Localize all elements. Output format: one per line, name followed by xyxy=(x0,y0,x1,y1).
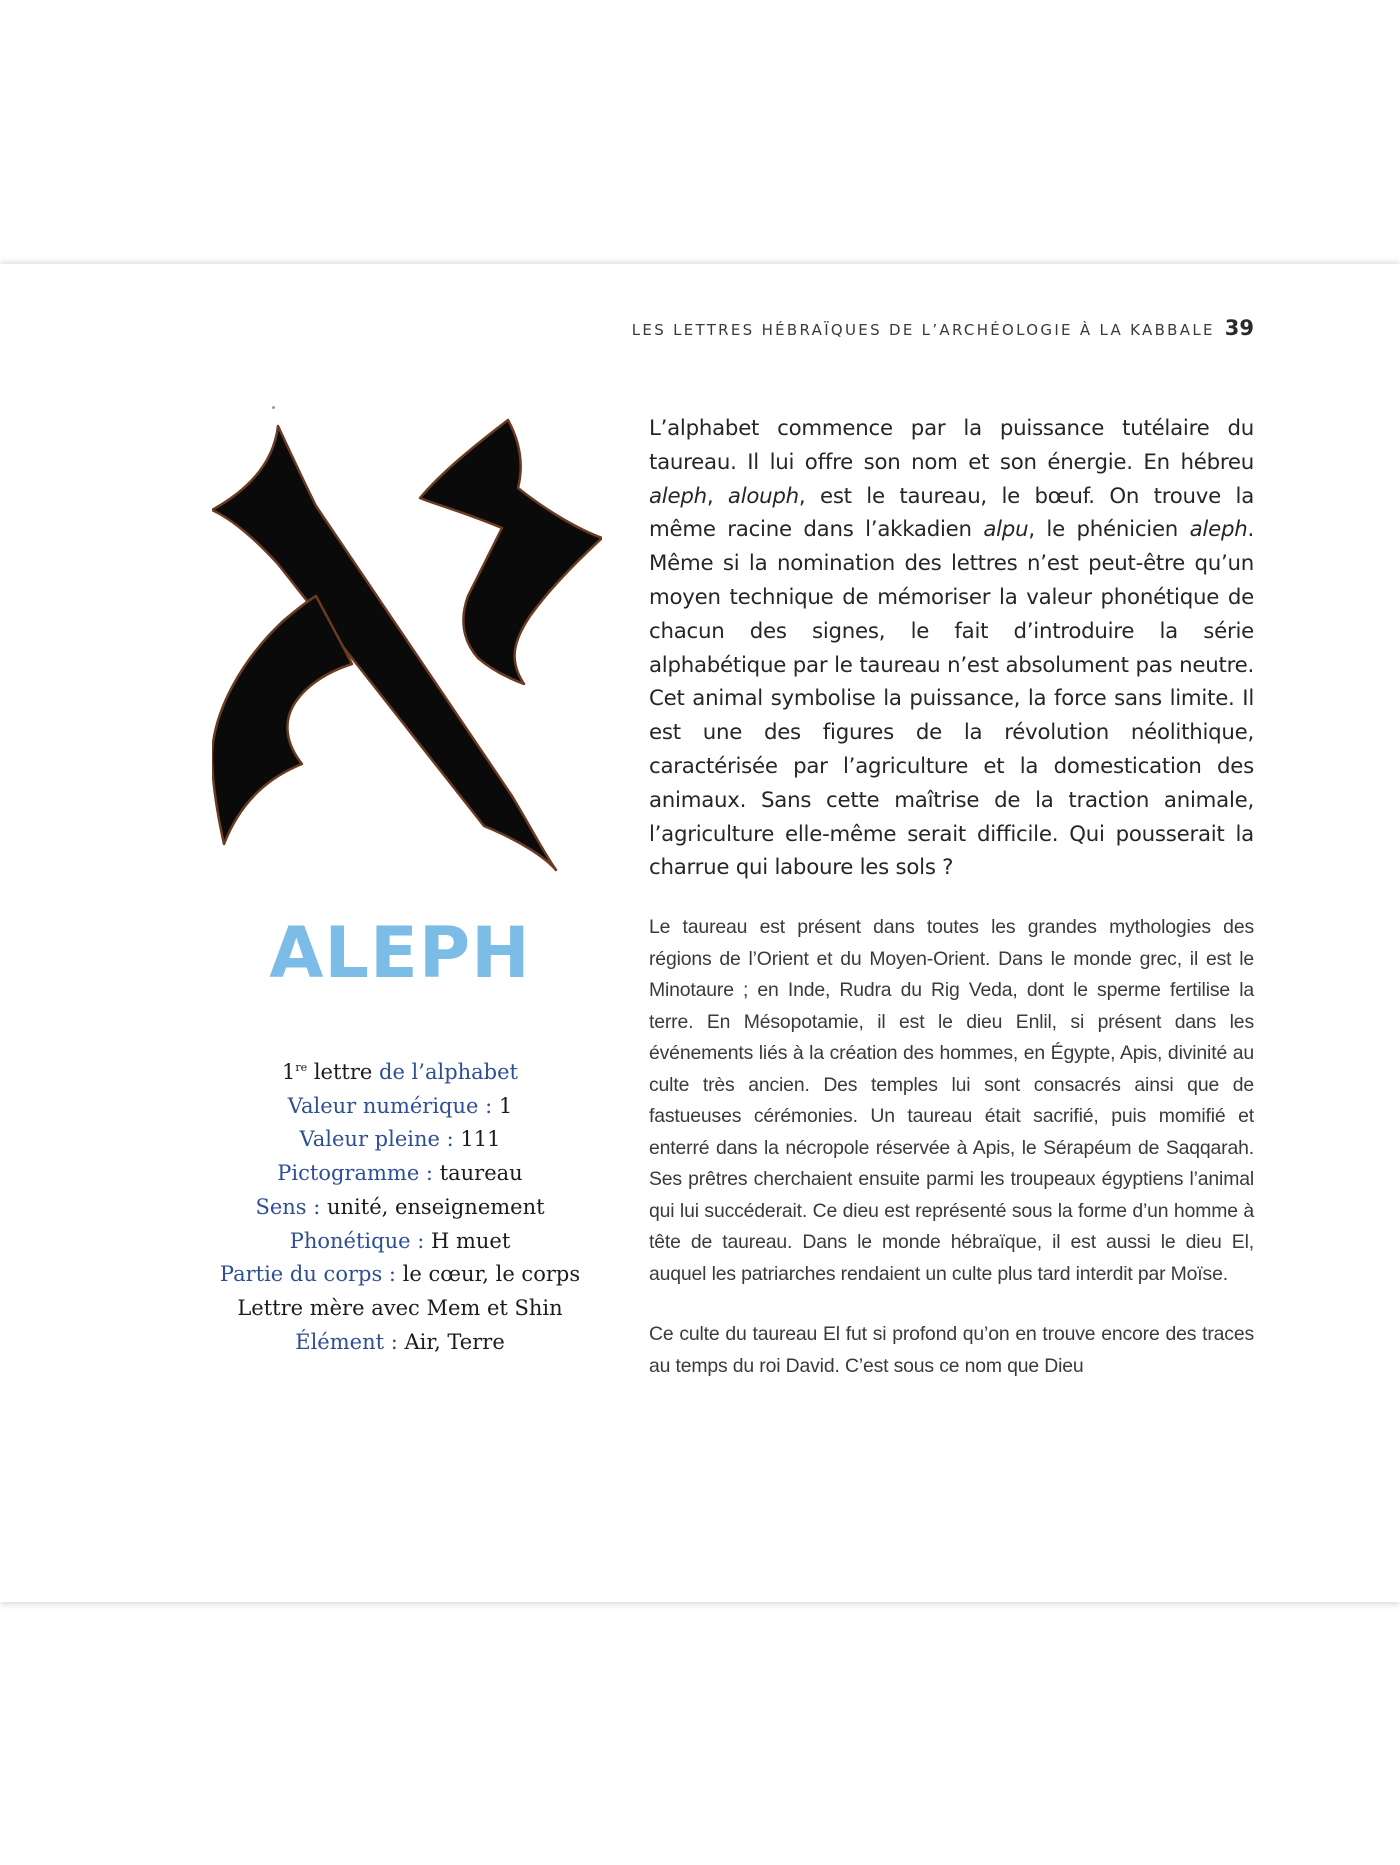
fact-rank-number: 1 xyxy=(281,1060,296,1084)
fact-rank-word: lettre xyxy=(313,1060,373,1084)
fact-rank-key: de l’alphabet xyxy=(379,1060,518,1084)
letter-name: ALEPH xyxy=(269,912,531,994)
fact-rank-sup: re xyxy=(295,1061,308,1074)
fact-rank xyxy=(190,1056,610,1090)
fact-element xyxy=(190,1326,610,1360)
fact-phonetic-key: Phonétique : xyxy=(289,1228,425,1253)
page-number: 39 xyxy=(1224,316,1254,340)
fact-pictogram-val: taureau xyxy=(439,1161,523,1186)
fact-mother-letter-val: Lettre mère avec Mem et Shin xyxy=(237,1295,563,1320)
letter-facts xyxy=(190,1056,610,1359)
fact-phonetic-val: H muet xyxy=(430,1228,511,1253)
aleph-left-leg xyxy=(212,596,352,844)
fact-element-val: Air, Terre xyxy=(404,1329,505,1354)
fact-numeric-value-val: 1 xyxy=(498,1093,513,1118)
fact-full-value xyxy=(190,1123,610,1157)
aleph-right-arm xyxy=(420,420,602,684)
body-paragraph-3: Ce culte du taureau El fut si profond qu’on en trouve encore des traces au temps du roi David. C’est sous ce nom que Dieu xyxy=(649,1323,1254,1377)
fact-body-part-val: le cœur, le corps xyxy=(402,1262,581,1287)
lead-italic-4: aleph xyxy=(1189,517,1248,543)
fact-numeric-value xyxy=(190,1090,610,1124)
fact-numeric-value-key: Valeur numérique : xyxy=(287,1093,493,1118)
running-header xyxy=(632,316,1254,340)
fact-pictogram xyxy=(190,1157,610,1191)
lead-text-1: L’alphabet commence par la puissance tutélaire du taureau. Il lui offre son nom et son énergie. En hébreu xyxy=(649,416,1254,475)
lead-italic-2: alouph xyxy=(727,483,799,509)
fact-phonetic xyxy=(190,1225,610,1259)
fact-body-part-key: Partie du corps : xyxy=(219,1262,396,1287)
body-paragraph-2: Le taureau est présent dans toutes les grandes mythologies des régions de l’Orient et du Moyen-Orient. Dans le monde grec, il est le Minotaure ; en Inde, Rudra du Rig Veda, dont le sperme fertilise la terre. En Mésopotamie, il est le dieu Enlil, si présent dans les événements liés à la création des hommes, en Égypte, Apis, divinité au culte très ancien. Des temples lui sont consacrés ainsi que de fastueuses cérémonies. Un taureau était sacrifié, puis momifié et enterré dans la nécropole réservée à Apis, le Sérapéum de Saqqarah. Ses prêtres cherchaient ensuite parmi les troupeaux égyptiens l’animal qui lui succéderait. Ce dieu est représenté sous la forme d’un homme à tête de taureau. Dans le monde hébraïque, il est aussi le dieu El, auquel les patriarches rendaient un culte plus tard interdit par Moïse. xyxy=(649,916,1254,1285)
fact-full-value-key: Valeur pleine : xyxy=(299,1127,454,1152)
lead-italic-1: aleph xyxy=(649,483,707,509)
fact-meaning xyxy=(190,1191,610,1225)
fact-pictogram-key: Pictogramme : xyxy=(277,1161,433,1186)
lead-text-5: . Même si la nomination des lettres n’est peut-être qu’un moyen technique de mémoriser la valeur phonétique de chacun des signes, le fait d’introduire la série alphabétique par le taureau n’est absolument pas neutre. Cet animal symbolise la puissance, la force sans limite. Il est une des figures de la révolution néolithique, caractérisée par l’agriculture et la domestication des animaux. Sans cette maîtrise de la traction animale, l’agriculture elle-même serait difficile. Qui pousserait la charrue qui laboure les sols ? xyxy=(649,517,1254,881)
lead-italic-3: alpu xyxy=(983,517,1029,543)
lead-text-4: , le phénicien xyxy=(1028,517,1190,543)
fact-full-value-val: 111 xyxy=(460,1127,501,1152)
hebrew-aleph-calligraphy-icon xyxy=(212,408,602,873)
body-column xyxy=(649,412,1254,1382)
fact-meaning-val: unité, enseignement xyxy=(327,1194,545,1219)
fact-body-part xyxy=(190,1258,610,1292)
fact-meaning-key: Sens : xyxy=(255,1194,321,1219)
fact-mother-letter xyxy=(190,1292,610,1326)
lead-text-2: , xyxy=(706,483,728,509)
running-title: LES LETTRES HÉBRAÏQUES DE L’ARCHÉOLOGIE À LA KABBALE xyxy=(631,321,1215,339)
lead-text-3: , est le taureau, le bœuf. On trouve la même racine dans l’akkadien xyxy=(649,483,1254,543)
lead-paragraph xyxy=(649,412,1254,885)
fact-element-key: Élément : xyxy=(295,1329,398,1354)
